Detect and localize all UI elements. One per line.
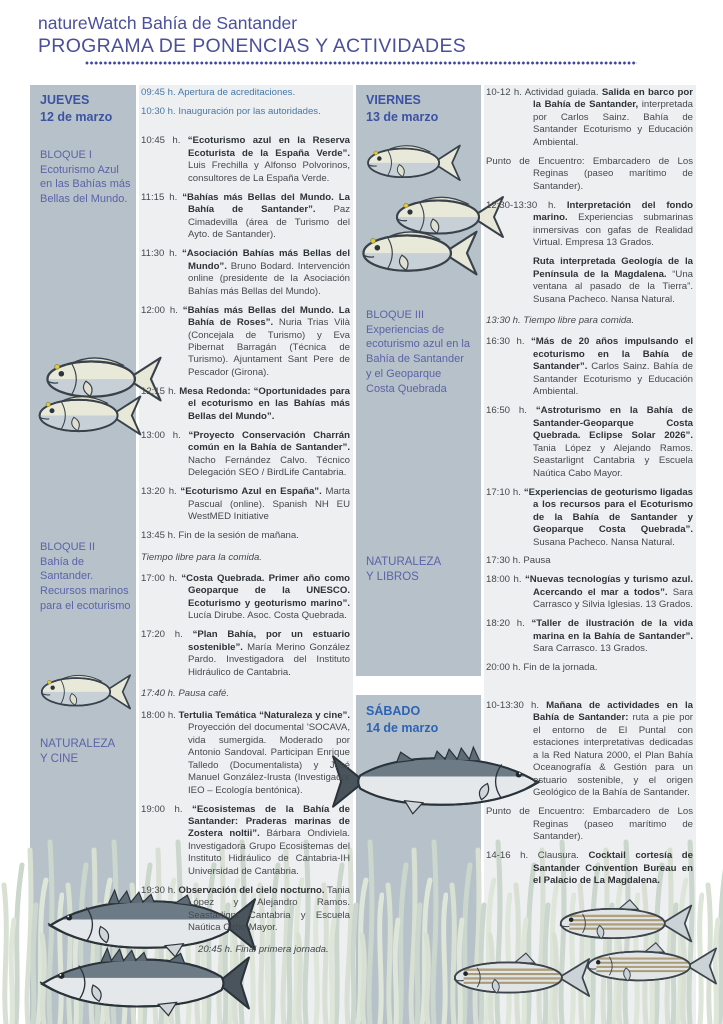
thursday-block1 bbox=[40, 148, 132, 207]
schedule-item-time: 09:45 h. bbox=[141, 87, 178, 98]
block2-text: Bahía de Santander. Recursos marinos para el ecoturismo bbox=[40, 555, 131, 612]
thursday-day-label: JUEVES bbox=[40, 93, 90, 107]
schedule-item-text: interpretada por Carlos Sainz. Bahía de Santander Ecoturismo y Educación Ambiental. bbox=[533, 99, 693, 148]
schedule-item bbox=[141, 629, 350, 679]
friday-schedule-list bbox=[486, 87, 693, 681]
block1-text: Ecoturismo Azul en las Bahías más Bellas del Mundo. bbox=[40, 163, 131, 206]
schedule-item-title: Salida en barco por la Bahía de Santander, bbox=[533, 87, 693, 111]
schedule-item-text: Nuria Trias Vilà (Concejala de Turismo) y Eva Pibernat Barragán (Técnica de Turismo). Ajuntament Sant Pere de Pescador (Girona). bbox=[188, 317, 350, 378]
schedule-item-time: 17:00 h. bbox=[141, 573, 182, 584]
schedule-item-time: 13:30 h. bbox=[486, 315, 524, 326]
schedule-item-time: 12:30-13:30 h. bbox=[486, 199, 567, 211]
schedule-item-text: Experiencias submarinas inmersivas con gafas de Realidad Virtual. Empresa 13 Grados. bbox=[533, 212, 693, 249]
schedule-item-time: 11:15 h. bbox=[141, 191, 183, 203]
schedule-item-time: 13:45 h. bbox=[141, 530, 179, 542]
schedule-item-time: 13:20 h. bbox=[141, 486, 181, 498]
schedule-item-text: Lucía Dirube. Asoc. Costa Quebrada. bbox=[188, 610, 347, 622]
schedule-item bbox=[486, 574, 693, 611]
schedule-item-time: 18:20 h. bbox=[486, 618, 532, 630]
schedule-item-text: Tania López y Alejandro Ramos. Seastarlignt Cantabria y Escuela Naútica Cabo Mayor. bbox=[188, 884, 350, 934]
schedule-item-time: 18:00 h. bbox=[141, 709, 179, 721]
schedule-item bbox=[141, 688, 350, 700]
schedule-item bbox=[141, 135, 350, 185]
schedule-item bbox=[141, 552, 350, 564]
saturday-day-label: SÁBADO bbox=[366, 704, 421, 718]
friday-block3 bbox=[366, 308, 472, 396]
schedule-item bbox=[141, 430, 350, 480]
schedule-item-title: Tertulia Temática “Naturaleza y cine”. bbox=[178, 709, 351, 721]
saturday-date-label: 14 de marzo bbox=[366, 720, 439, 735]
schedule-item bbox=[141, 87, 350, 99]
schedule-item-time: 14-16 h. bbox=[486, 850, 538, 862]
schedule-item-time: 10-12 h. bbox=[486, 87, 525, 98]
schedule-item-time: 19:30 h. bbox=[141, 884, 179, 896]
schedule-item bbox=[486, 87, 693, 149]
schedule-item bbox=[141, 486, 350, 523]
block1-title: BLOQUE I bbox=[40, 149, 92, 161]
schedule-item-title: “Bahías más Bellas del Mundo. La Bahía de Santander”. bbox=[182, 191, 350, 216]
block3-text: Experiencias de ecoturismo azul en la Bahía de Santander y el Geoparque Costa Quebrada bbox=[366, 323, 470, 395]
schedule-item-text: Punto de Encuentro: Embarcadero de Los Reginas (paseo marítimo de Santander). bbox=[486, 806, 693, 843]
schedule-item-title: Cocktail cortesía de Santander Convention Bureau en el Palacio de La Magdalena. bbox=[533, 850, 693, 887]
schedule-item-time: 16:50 h. bbox=[486, 405, 536, 417]
schedule-item bbox=[141, 804, 350, 879]
schedule-item-text: Marta Pascual (online). Spanish NH EU WestMED Initiative bbox=[188, 486, 351, 523]
schedule-item-text: Bruno Bodard. Intervención online (presidente de la Asociación Bahías más Bellas del Mundo). bbox=[188, 260, 350, 297]
schedule-item-time: 17:40 h. bbox=[141, 688, 179, 700]
schedule-item-title: Mañana de actividades en la Bahía de Santander: bbox=[533, 700, 693, 724]
schedule-item-title: “Ecoturismo Azul en España”. bbox=[180, 486, 322, 498]
thursday-date-label: 12 de marzo bbox=[40, 109, 113, 124]
schedule-item bbox=[141, 573, 350, 623]
page-subtitle: PROGRAMA DE PONENCIAS Y ACTIVIDADES bbox=[38, 35, 467, 57]
schedule-item-time: 12:15 h. bbox=[141, 385, 180, 397]
schedule-item-title: “Costa Quebrada. Primer año como Geoparque de la UNESCO. Ecoturismo y geoturismo marino”. bbox=[181, 573, 350, 609]
schedule-item-text: Bárbara Ondiviela. Investigadora Grupo Ecosistemas del Instituto Hidráulico de Cantabria-IH Universidad de Cantabria. bbox=[188, 828, 351, 877]
schedule-item bbox=[486, 256, 693, 306]
schedule-item bbox=[486, 156, 693, 193]
schedule-item-text: Apertura de acreditaciones. bbox=[177, 87, 296, 98]
schedule-item-title: Observación del cielo nocturno. bbox=[178, 884, 325, 896]
schedule-item-text: Inauguración por las autoridades. bbox=[178, 105, 321, 117]
schedule-item-time: 17:10 h. bbox=[486, 486, 524, 498]
schedule-item-text: Tiempo libre para comida. bbox=[523, 315, 635, 326]
saturday-day-heading bbox=[366, 703, 466, 736]
schedule-item-text: Pausa bbox=[523, 555, 551, 567]
schedule-item-title: “Proyecto Conservación Charrán común en la Bahía de Santander”. bbox=[188, 429, 351, 454]
schedule-item-text: 20:45 h. Final primera jornada. bbox=[198, 943, 329, 955]
schedule-item-text: Tania López y Alejando Ramos. Seastarlignt Cantabria y Escuela Naútica Cabo Mayor. bbox=[533, 442, 693, 479]
schedule-item bbox=[486, 618, 693, 655]
schedule-item bbox=[141, 106, 350, 118]
schedule-item-time: 10:45 h. bbox=[141, 135, 188, 147]
bream-fish-icon bbox=[36, 666, 136, 716]
schedule-item-title: “Astroturismo en la Bahía de Santander-Geoparque Costa Quebrada. Eclipse Solar 2026”. bbox=[533, 405, 693, 442]
schedule-item bbox=[486, 487, 693, 549]
schedule-item-time: 16:30 h. bbox=[486, 336, 531, 348]
schedule-item-time: 17:20 h. bbox=[141, 629, 193, 641]
schedule-item bbox=[141, 944, 350, 956]
schedule-item-text: Fin de la sesión de mañana. bbox=[178, 530, 299, 542]
friday-day-heading bbox=[366, 92, 466, 125]
schedule-item-text: ruta a pie por el entorno de El Puntal con estaciones interpretativas dedicadas a la Red Natura 2000, el Plan Bahía Oceanografía & Gestión para un estuario sostenible, y el origen Geológico de la Bahía de Santander. bbox=[533, 712, 694, 799]
schedule-item-title: “Experiencias de geoturismo ligadas a los recursos para el Ecoturismo de la Bahía de Santander y Geoparque Costa Quebrada”. bbox=[523, 486, 693, 536]
schedule-item-title: “Plan Bahía, por un estuario sostenible”. bbox=[188, 629, 350, 653]
thursday-schedule-list bbox=[141, 87, 350, 963]
bream-fish-icon bbox=[33, 386, 147, 443]
bream-fish-icon bbox=[362, 136, 466, 188]
schedule-item-time: 20:00 h. bbox=[486, 662, 524, 674]
schedule-item-title: “Más de 20 años impulsando el ecoturismo en la Bahía de Santander”. bbox=[531, 336, 693, 373]
schedule-item bbox=[486, 700, 693, 800]
schedule-item-title: “Asociación Bahías más Bellas del Mundo”. bbox=[181, 248, 350, 272]
schedule-item-text: María Merino González Pardo. Investigadora del Instituto Hidráulico de Cantabria. bbox=[188, 641, 350, 678]
schedule-item-title: Mesa Redonda: “Oportunidades para el ecoturismo en las Bahías más Bellas del Mundo”. bbox=[179, 385, 350, 422]
schedule-item-title: “Taller de ilustración de la vida marina en la Bahía de Santander”. bbox=[531, 618, 693, 642]
schedule-item-text: Carlos Sainz. Bahía de Santander Ecoturismo y Educación Ambiental. bbox=[533, 361, 693, 398]
schedule-item-text: Tiempo libre para la comida. bbox=[141, 551, 262, 563]
thursday-section-heading: NATURALEZA Y CINE bbox=[40, 738, 115, 766]
schedule-item bbox=[486, 200, 693, 250]
schedule-item-text: Nacho Fernández Calvo. Técnico Delegación SEO / BirdLife Cantabria. bbox=[188, 454, 350, 479]
schedule-item-text: Proyección del documental 'SOCAVA, vida sumergida. Moderado por Antonio Sandoval. Participan Enrique Talledo (Documentalista) y José Manuel González-Irusta (Investigador IEO – Ecología bentónica). bbox=[188, 722, 350, 796]
schedule-item-title: “Bahías más Bellas del Mundo. La Bahía de Roses”. bbox=[182, 304, 351, 329]
friday-section-heading: NATURALEZA Y LIBROS bbox=[366, 556, 441, 584]
schedule-item bbox=[486, 806, 693, 843]
schedule-item-title: “Nuevas tecnologías y turismo azul. Acercando el mar a todos”. bbox=[524, 574, 693, 598]
mullet-fish-icon bbox=[450, 950, 596, 1005]
block3-title: BLOQUE III bbox=[366, 309, 425, 321]
schedule-item-text: Paz Cimadevilla (área de Turismo del Ayto. de Santander). bbox=[188, 204, 350, 241]
schedule-item-time: 12:00 h. bbox=[141, 304, 183, 316]
schedule-item bbox=[141, 710, 350, 797]
block2-title: BLOQUE II bbox=[40, 541, 96, 553]
schedule-item-title: “Ecoturismo azul en la Reserva Ecoturista de la España Verde”. bbox=[187, 135, 350, 159]
mullet-fish-icon bbox=[583, 940, 723, 992]
thursday-day-heading bbox=[40, 92, 130, 125]
schedule-item bbox=[486, 662, 693, 674]
schedule-item bbox=[486, 850, 693, 887]
page-title: natureWatch Bahía de Santander bbox=[38, 13, 298, 33]
schedule-item bbox=[486, 405, 693, 480]
dotted-divider bbox=[85, 61, 637, 65]
schedule-item-time: 19:00 h. bbox=[141, 803, 193, 815]
schedule-item-time: 11:30 h. bbox=[141, 248, 182, 260]
schedule-item-time: 13:00 h. bbox=[141, 429, 189, 441]
schedule-item bbox=[141, 885, 350, 935]
schedule-item-title: Interpretación del fondo marino. bbox=[533, 199, 693, 224]
schedule-item-text: “Una ventana al pasado de la Tierra”. Susana Pacheco. Nansa Natural. bbox=[533, 268, 693, 305]
schedule-item bbox=[486, 315, 693, 327]
schedule-item-text: Sara Carrasco y Silvia Iglesias. 13 Grados. bbox=[533, 586, 693, 611]
schedule-item-time: 10:30 h. bbox=[141, 105, 179, 117]
schedule-item-text: Punto de Encuentro: Embarcadero de Los Reginas (paseo marítimo de Santander). bbox=[486, 155, 693, 192]
schedule-item-text: Luis Frechilla y Alfonso Polvorinos, consultores de La España Verde. bbox=[188, 160, 350, 184]
schedule-item bbox=[141, 305, 350, 380]
schedule-item bbox=[141, 248, 350, 298]
schedule-item bbox=[486, 336, 693, 398]
schedule-item bbox=[141, 530, 350, 542]
schedule-item-time: 18:00 h. bbox=[486, 574, 525, 586]
schedule-item-text: Clausura. bbox=[537, 850, 589, 862]
schedule-item bbox=[141, 192, 350, 242]
schedule-item bbox=[141, 386, 350, 423]
saturday-schedule-list bbox=[486, 700, 693, 894]
bream-fish-icon bbox=[356, 220, 484, 284]
schedule-item-text: Fin de la jornada. bbox=[523, 662, 598, 674]
schedule-item-text: Sara Carrasco. 13 Grados. bbox=[533, 643, 648, 655]
schedule-item-text: Susana Pacheco. Nansa Natural. bbox=[533, 536, 675, 548]
friday-date-label: 13 de marzo bbox=[366, 109, 439, 124]
thursday-block2 bbox=[40, 540, 132, 614]
schedule-item-text: Pausa café. bbox=[178, 688, 230, 700]
friday-day-label: VIERNES bbox=[366, 93, 421, 107]
schedule-item-title: Ruta interpretada Geología de la Península de la Magdalena. bbox=[533, 256, 693, 280]
schedule-item-time: 10-13:30 h. bbox=[486, 700, 547, 711]
schedule-item bbox=[486, 555, 693, 567]
schedule-item-time: 17:30 h. bbox=[486, 555, 524, 567]
schedule-item-text: Actividad guiada. bbox=[524, 87, 602, 98]
schedule-item-title: “Ecosistemas de la Bahía de Santander: Praderas marinas de Zostera noltii”. bbox=[188, 803, 350, 840]
